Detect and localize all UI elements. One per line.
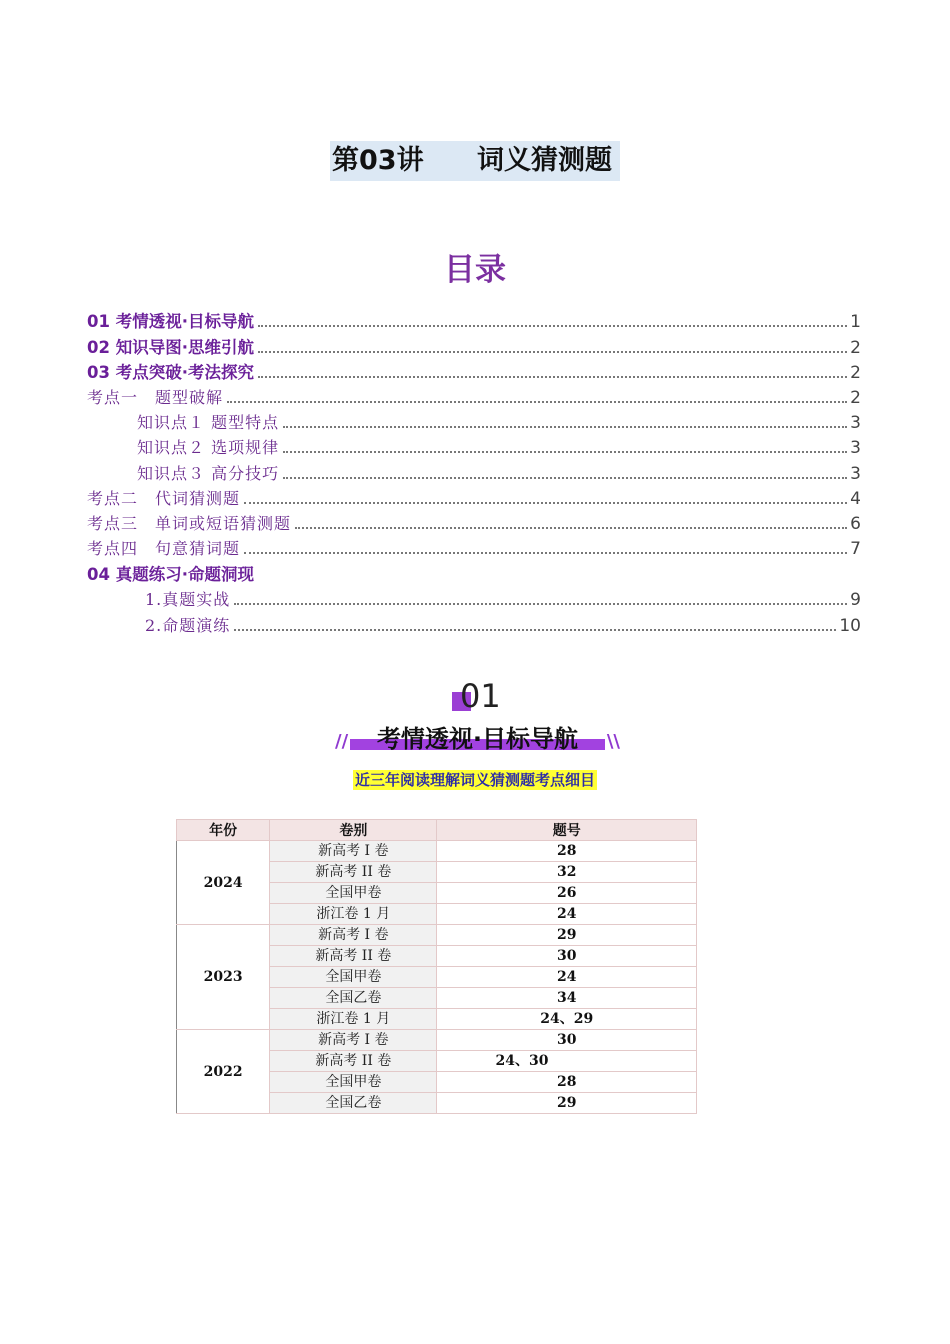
toc-entry[interactable] (87, 564, 487, 586)
toc-entry-label: 04 真题练习·命题洞现 (87, 565, 254, 584)
toc-entry[interactable] (87, 362, 861, 384)
section-title: 考情透视·目标导航 (376, 725, 579, 753)
paper-cell: 新高考 I 卷 (270, 925, 437, 946)
exam-table (176, 819, 697, 1114)
paper-cell: 新高考 II 卷 (270, 946, 437, 967)
toc-leader (244, 552, 847, 554)
toc-entry-label: 考点三 单词或短语猜测题 (87, 514, 292, 533)
question-cell: 24 (437, 967, 697, 988)
paper-cell: 新高考 I 卷 (270, 841, 437, 862)
toc-entry[interactable] (87, 538, 861, 560)
paper-cell: 全国乙卷 (270, 988, 437, 1009)
toc-entry-label: 知识点１ 题型特点 (137, 413, 280, 432)
paper-cell: 全国乙卷 (270, 1093, 437, 1114)
toc-entry-label: 01 考情透视·目标导航 (87, 312, 254, 331)
toc-entry-label: 1.真题实战 (145, 590, 231, 609)
toc-entry-label: 02 知识导图·思维引航 (87, 338, 254, 357)
question-cell: 34 (437, 988, 697, 1009)
table-caption (0, 770, 950, 790)
question-cell: 28 (437, 841, 697, 862)
question-cell: 24、30 (437, 1051, 697, 1072)
question-cell: 29 (437, 1093, 697, 1114)
toc-entry[interactable] (87, 488, 861, 510)
lecture-number: 第03讲 (332, 145, 424, 176)
toc-entry-label: 考点二 代词猜测题 (87, 489, 241, 508)
question-cell: 32 (437, 862, 697, 883)
question-cell: 24 (437, 904, 697, 925)
question-cell: 30 (437, 1030, 697, 1051)
table-row (177, 925, 697, 946)
toc-leader (244, 502, 847, 504)
toc-leader (234, 629, 836, 631)
toc-entry[interactable] (145, 589, 861, 611)
toc-leader (227, 401, 847, 403)
year-cell: 2024 (177, 841, 270, 925)
page-title (330, 141, 620, 181)
toc-entry[interactable] (87, 311, 861, 333)
question-cell: 24、29 (437, 1009, 697, 1030)
header-question: 题号 (437, 820, 697, 841)
toc-entry-page: 9 (850, 590, 861, 610)
paper-cell: 全国甲卷 (270, 883, 437, 904)
year-cell: 2022 (177, 1030, 270, 1114)
year-cell: 2023 (177, 925, 270, 1030)
paper-cell: 全国甲卷 (270, 1072, 437, 1093)
toc-entry-page: 2 (850, 338, 861, 358)
left-slash-mark: // (335, 731, 349, 752)
question-cell: 26 (437, 883, 697, 904)
toc-entry[interactable] (137, 412, 861, 434)
section-number: 01 (460, 677, 501, 715)
toc-leader (258, 351, 847, 353)
toc-entry[interactable] (137, 437, 861, 459)
toc-entry-page: 3 (850, 413, 861, 433)
table-header-row (177, 820, 697, 841)
toc-heading: 目录 (444, 252, 506, 288)
toc-leader (283, 451, 847, 453)
toc-entry-page: 3 (850, 464, 861, 484)
paper-cell: 全国甲卷 (270, 967, 437, 988)
paper-cell: 浙江卷 1 月 (270, 1009, 437, 1030)
toc-entry[interactable] (145, 615, 861, 637)
table-caption-text: 近三年阅读理解词义猜测题考点细目 (354, 771, 595, 789)
toc-entry[interactable] (87, 337, 861, 359)
toc-entry-label: 考点一 题型破解 (87, 388, 224, 407)
toc-entry-label: 知识点２ 选项规律 (137, 438, 280, 457)
toc-leader (258, 376, 847, 378)
toc-leader (234, 603, 847, 605)
toc-entry[interactable] (87, 513, 861, 535)
toc-entry-page: 7 (850, 539, 861, 559)
toc-entry-page: 2 (850, 388, 861, 408)
toc-entry-label: 2.命题演练 (145, 616, 231, 635)
toc-entry-page: 6 (850, 514, 861, 534)
toc-entry-page: 3 (850, 438, 861, 458)
right-slash-mark: \\ (606, 731, 620, 752)
question-cell: 29 (437, 925, 697, 946)
table-row (177, 841, 697, 862)
paper-cell: 新高考 I 卷 (270, 1030, 437, 1051)
lecture-topic: 词义猜测题 (477, 145, 612, 176)
toc-entry-label: 考点四 句意猜词题 (87, 539, 241, 558)
header-paper: 卷别 (270, 820, 437, 841)
toc-leader (283, 426, 847, 428)
paper-cell: 新高考 II 卷 (270, 862, 437, 883)
paper-cell: 新高考 II 卷 (270, 1051, 437, 1072)
question-cell: 30 (437, 946, 697, 967)
toc-leader (283, 477, 847, 479)
section-number-badge (452, 678, 512, 718)
paper-cell: 浙江卷 1 月 (270, 904, 437, 925)
table-row (177, 1030, 697, 1051)
toc-leader (258, 325, 847, 327)
toc-entry-page: 10 (839, 616, 861, 636)
toc-entry-page: 1 (850, 312, 861, 332)
toc-entry-label: 03 考点突破·考法探究 (87, 363, 254, 382)
toc-entry-page: 4 (850, 489, 861, 509)
question-cell: 28 (437, 1072, 697, 1093)
toc-entry[interactable] (137, 463, 861, 485)
toc-entry-label: 知识点３ 高分技巧 (137, 464, 280, 483)
toc-entry[interactable] (87, 387, 861, 409)
section-title-band (335, 725, 620, 755)
toc-entry-page: 2 (850, 363, 861, 383)
toc-leader (295, 527, 847, 529)
header-year: 年份 (177, 820, 270, 841)
